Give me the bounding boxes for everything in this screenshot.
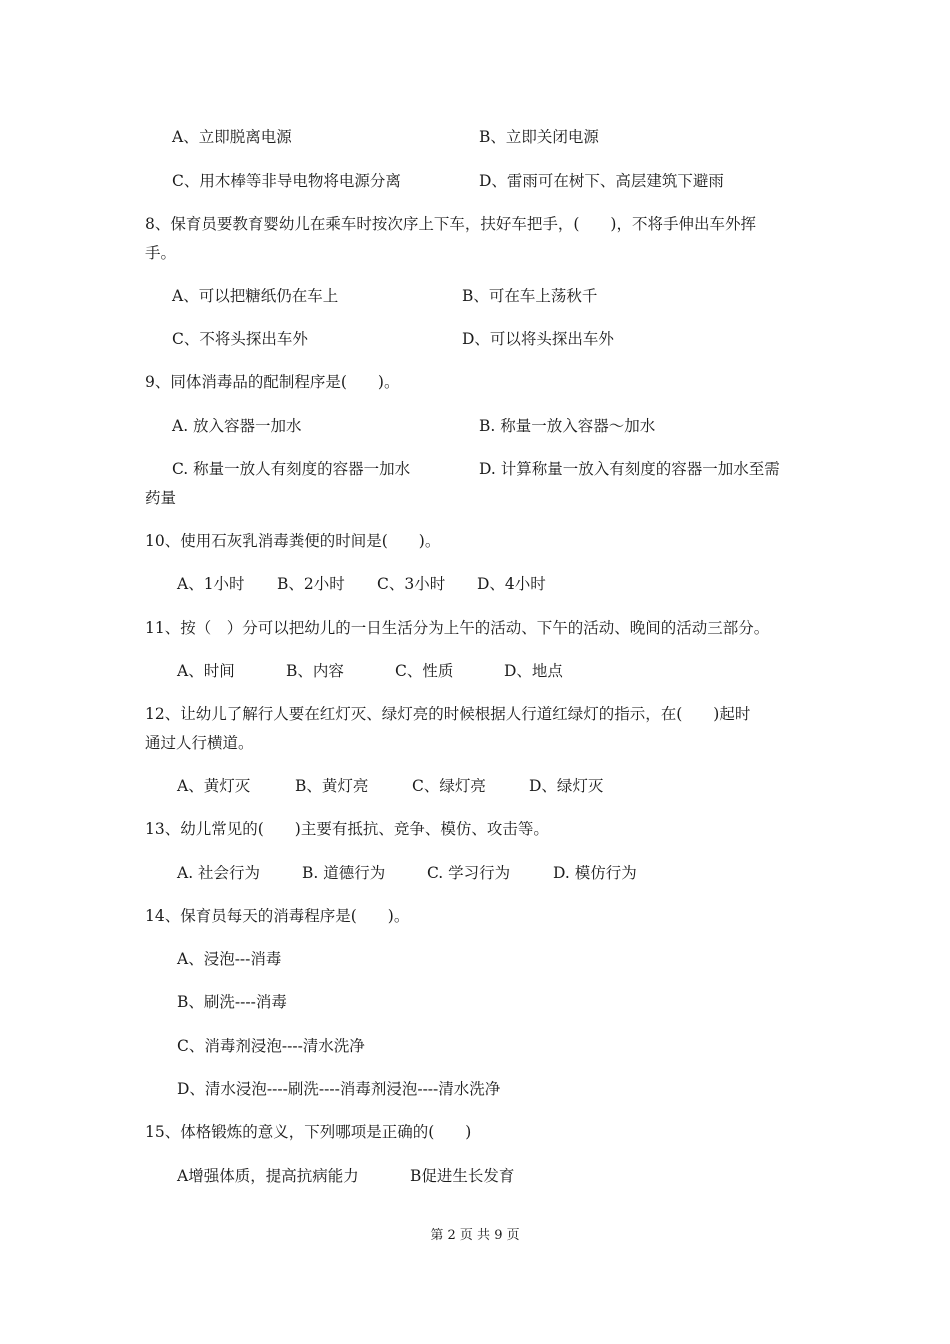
page-footer: 第 2 页 共 9 页: [430, 1228, 520, 1243]
q9-option-a: A. 放入容器一加水: [172, 417, 302, 435]
q10-option-c: C、3小时: [377, 575, 446, 593]
q12-option-a: A、黄灯灭: [177, 777, 251, 795]
q7-option-d: D、雷雨可在树下、高层建筑下避雨: [479, 172, 724, 190]
q11-option-b: B、内容: [286, 662, 344, 680]
q8-option-c: C、不将头探出车外: [172, 330, 308, 348]
q12-option-d: D、绿灯灭: [529, 777, 604, 795]
q13-option-a: A. 社会行为: [177, 864, 261, 882]
q13-option-b: B. 道德行为: [302, 864, 386, 882]
q12-option-c: C、绿灯亮: [412, 777, 486, 795]
q11-option-d: D、地点: [504, 662, 563, 680]
q9-stem: 9、同体消毒品的配制程序是( )。: [145, 373, 400, 391]
q14-option-c: C、消毒剂浸泡----清水洗净: [177, 1037, 365, 1055]
q13-option-d: D. 模仿行为: [553, 864, 637, 882]
q15-option-b: B促进生长发育: [410, 1167, 515, 1185]
q14-option-d: D、清水浸泡----刷洗----消毒剂浸泡----清水洗净: [177, 1080, 501, 1098]
q10-option-d: D、4小时: [477, 575, 546, 593]
q10-stem: 10、使用石灰乳消毒粪便的时间是( )。: [145, 532, 441, 550]
q11-option-a: A、时间: [177, 662, 235, 680]
q14-stem: 14、保育员每天的消毒程序是( )。: [145, 907, 410, 925]
q15-stem: 15、体格锻炼的意义，下列哪项是正确的( ): [145, 1123, 472, 1141]
q12-stem: 12、让幼儿了解行人要在红灯灭、绿灯亮的时候根据人行道红绿灯的指示，在( )起时: [145, 705, 751, 723]
q13-option-c: C. 学习行为: [427, 864, 511, 882]
q9-option-d: D. 计算称量一放入有刻度的容器一加水至需: [479, 460, 780, 478]
q8-stem-cont: 手。: [145, 244, 177, 262]
q10-option-a: A、1小时: [177, 575, 245, 593]
q10-option-b: B、2小时: [277, 575, 345, 593]
q14-option-a: A、浸泡---消毒: [177, 950, 282, 968]
q8-option-b: B、可在车上荡秋千: [462, 287, 598, 305]
q13-stem: 13、幼儿常见的( )主要有抵抗、竞争、模仿、攻击等。: [145, 820, 549, 838]
q9-option-d-cont: 药量: [145, 489, 177, 507]
q7-option-b: B、立即关闭电源: [479, 128, 599, 146]
q8-option-d: D、可以将头探出车外: [462, 330, 614, 348]
q12-option-b: B、黄灯亮: [295, 777, 369, 795]
q14-option-b: B、刷洗----消毒: [177, 993, 287, 1011]
q11-option-c: C、性质: [395, 662, 454, 680]
q8-stem: 8、保育员要教育婴幼儿在乘车时按次序上下车，扶好车把手，( )，不将手伸出车外挥: [145, 215, 756, 233]
q9-option-c: C. 称量一放人有刻度的容器一加水: [172, 460, 411, 478]
q9-option-b: B. 称量一放入容器～加水: [479, 417, 656, 435]
q8-option-a: A、可以把糖纸仍在车上: [172, 287, 339, 305]
q15-option-a: A增强体质，提高抗病能力: [177, 1167, 359, 1185]
q11-stem: 11、按（ ）分可以把幼儿的一日生活分为上午的活动、下午的活动、晚间的活动三部分。: [145, 619, 770, 637]
q12-stem-cont: 通过人行横道。: [145, 734, 254, 752]
q7-option-a: A、立即脱离电源: [172, 128, 292, 146]
q7-option-c: C、用木棒等非导电物将电源分离: [172, 172, 401, 190]
